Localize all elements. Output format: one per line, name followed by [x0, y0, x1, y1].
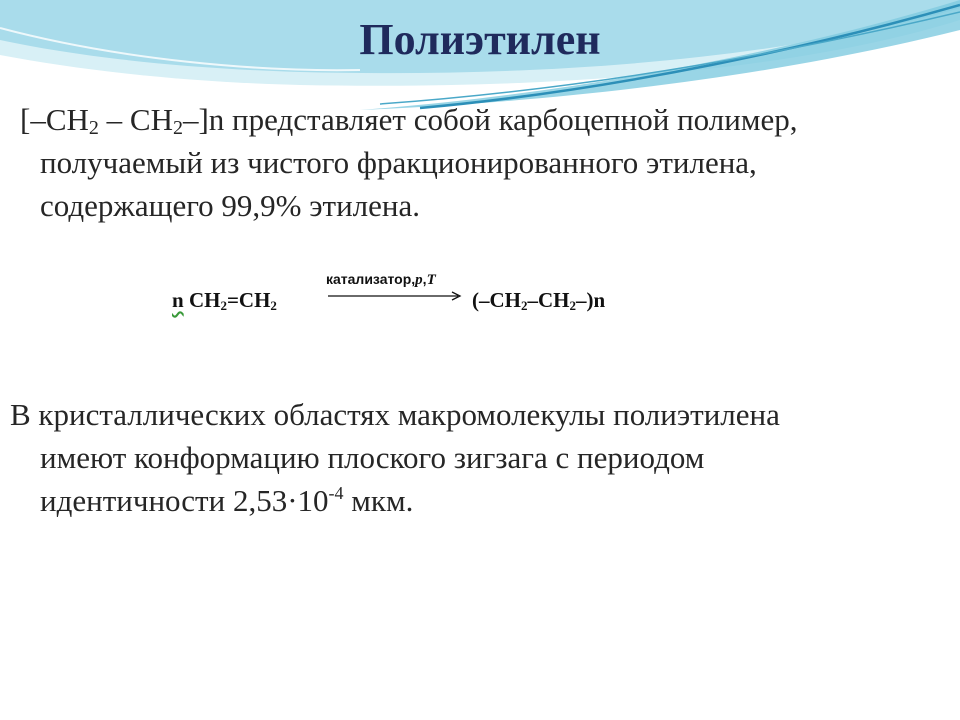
period-suffix: мкм.	[343, 483, 414, 518]
crystal-paragraph	[10, 393, 950, 522]
period-prefix: идентичности 2,53·10	[40, 483, 329, 518]
reactant-n: n	[172, 288, 184, 312]
reactant-subscript-2: 2	[270, 298, 277, 313]
product	[472, 288, 605, 313]
reactant-subscript-1: 2	[220, 298, 227, 313]
crystal-line-3	[10, 479, 950, 522]
conditions-prefix: катализатор,	[326, 271, 416, 287]
slide-title: Полиэтилен	[359, 15, 601, 64]
conditions-sep: ,	[422, 271, 427, 287]
intro-line-2: получаемый из чистого фракционированного этилена,	[40, 145, 757, 180]
formula-close: –]n	[182, 102, 225, 137]
intro-line-3: содержащего 99,9% этилена.	[40, 188, 420, 223]
intro-paragraph	[20, 98, 940, 227]
product-part-b: –CH	[527, 288, 570, 312]
product-part-c: –)n	[576, 288, 606, 312]
conditions-t: T	[426, 272, 436, 288]
crystal-line-2: имеют конформацию плоского зигзага с периодом	[40, 440, 705, 475]
intro-line-1	[20, 98, 940, 141]
formula-subscript-2: 2	[172, 117, 183, 139]
formula-open: [–CH	[20, 102, 89, 137]
reactant	[172, 288, 277, 313]
product-subscript-2: 2	[569, 298, 576, 313]
crystal-line-1: В кристаллических областях макромолекулы полиэтилена	[10, 397, 780, 432]
polymerization-equation	[166, 268, 656, 328]
reactant-part-b: =CH	[226, 288, 271, 312]
product-subscript-1: 2	[521, 298, 528, 313]
period-exponent: -4	[328, 483, 344, 503]
intro-line-1-text: представляет собой карбоцепной полимер,	[224, 102, 798, 137]
reactant-part-a: CH	[183, 288, 221, 312]
formula-mid: – CH	[98, 102, 173, 137]
formula-subscript-1: 2	[88, 117, 99, 139]
reaction-arrow-icon	[326, 286, 466, 306]
conditions-p: p	[415, 272, 423, 288]
product-part-a: (–CH	[472, 288, 521, 312]
